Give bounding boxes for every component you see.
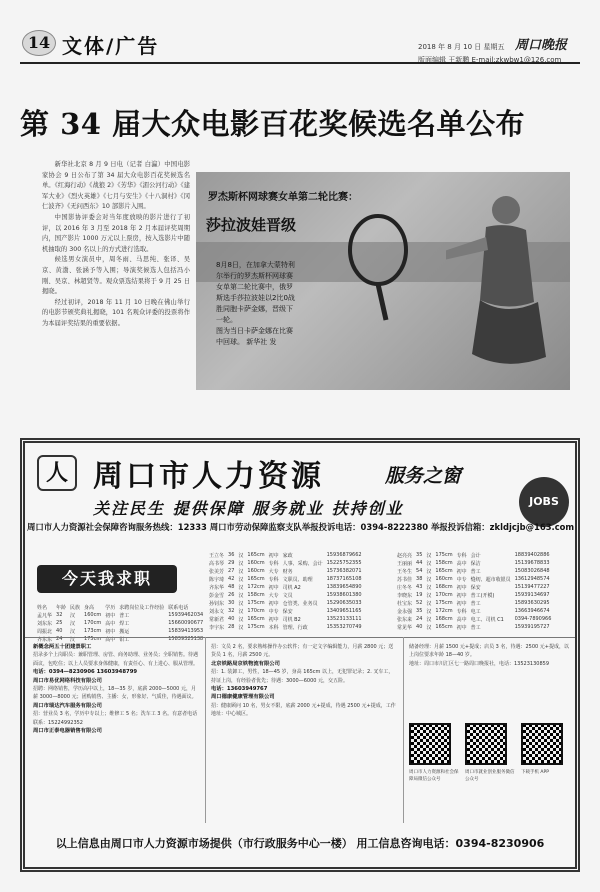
table-cell: 张东来 xyxy=(397,616,413,623)
table-row xyxy=(395,567,553,575)
table-cell: 刘东东 xyxy=(37,620,53,627)
table-cell: 15939134697 xyxy=(514,592,550,598)
table-cell: 25 xyxy=(56,620,63,626)
ad-title-sub: 服务之窗 xyxy=(385,465,462,487)
company-name: 周口德康健康管理有限公司 xyxy=(211,694,275,701)
issue-date: 2018 年 8 月 10 日 星期五 xyxy=(418,43,505,51)
photo-title: 罗杰斯杯网球赛女单第二轮比赛： xyxy=(208,192,358,203)
ad-slogan: 关注民生 提供保障 服务就业 扶持创业 xyxy=(93,499,404,518)
table-row xyxy=(395,615,553,623)
table-cell: 高书琴 xyxy=(209,560,225,567)
table-cell: 电工、司机 C1 xyxy=(470,616,504,623)
divider xyxy=(403,637,404,823)
table-cell: 初中 xyxy=(456,568,467,575)
table-cell: 18737165108 xyxy=(326,576,362,582)
table-row xyxy=(207,583,364,591)
job-listings-col3 xyxy=(409,643,569,668)
page-header xyxy=(0,0,600,70)
table-cell: 汉 xyxy=(70,612,76,619)
table-cell: 初中 xyxy=(456,592,467,599)
table-cell: 普工 xyxy=(119,612,130,619)
hr-logo: 人 xyxy=(37,455,77,491)
qr-caption: 周口市就业创业服务微信公众号 xyxy=(465,770,515,782)
column-header: 姓名 xyxy=(37,604,48,611)
table-cell: 26 xyxy=(228,592,235,598)
table-cell: 大专 xyxy=(268,568,279,575)
divider xyxy=(25,637,575,638)
table-cell: 汉 xyxy=(426,584,432,591)
table-cell: 54 xyxy=(416,568,423,574)
table-row xyxy=(207,575,364,583)
table-cell: 大专 xyxy=(268,592,279,599)
qr-code-icon[interactable] xyxy=(465,723,507,765)
table-cell: 汉 xyxy=(70,628,76,635)
table-cell: 财务 xyxy=(282,568,293,575)
table-cell: 13523133111 xyxy=(326,616,362,622)
table-cell: 初中 xyxy=(105,612,116,619)
table-cell: 15936879662 xyxy=(326,552,362,558)
table-cell: 160cm xyxy=(247,560,265,566)
table-row xyxy=(207,599,364,607)
listing-text: 储备经理：月薪 1500 元+提成；店员 3 名，待遇：2500 元+提成，以上岗位要求年龄 18—40 岁。 xyxy=(409,644,569,659)
table-cell: 35 xyxy=(416,552,423,558)
table-cell: 会计 xyxy=(470,552,481,559)
table-cell: 汉 xyxy=(238,584,244,591)
table-cell: 普工 xyxy=(470,568,481,575)
headline: 第 34 届大众电影百花奖候选名单公布 xyxy=(20,107,526,141)
table-cell: 文员 xyxy=(282,592,293,599)
table-cell: 汉 xyxy=(238,552,244,559)
divider xyxy=(205,637,206,823)
table-cell: 初中 xyxy=(456,600,467,607)
table-cell: 30 xyxy=(228,600,235,606)
table-cell: 15660090677 xyxy=(168,620,204,626)
table-row xyxy=(207,623,364,631)
table-cell: 15893630295 xyxy=(514,600,550,606)
table-cell: 王丽丽 xyxy=(397,560,413,567)
ad-title: 周口市人力资源 xyxy=(93,459,324,494)
table-cell: 保安 xyxy=(282,608,293,615)
table-cell: 15839413953 xyxy=(168,628,204,634)
table-cell: 160cm xyxy=(84,612,102,618)
company-name: 电话：13603949767 xyxy=(211,686,268,693)
table-cell: 赵亮亮 xyxy=(397,552,413,559)
photo-caption: 8月8日，在加拿大蒙特利尔举行的罗杰斯杯网球赛女单第二轮比赛中，俄罗斯选手莎拉波娃以2比0战胜同胞卡萨金娜，晋级下一轮。 图为当日卡萨金娜在比赛中回球。 新华社 发 xyxy=(216,261,295,346)
seekers-table-3 xyxy=(395,551,553,631)
table-cell: 172cm xyxy=(247,584,265,590)
seekers-table-2 xyxy=(207,551,364,631)
table-cell: 初中 xyxy=(268,600,279,607)
company-name: 周口市易优网络科技有限公司 xyxy=(33,677,102,684)
table-row xyxy=(207,551,364,559)
table-cell: 专科 xyxy=(268,576,279,583)
table-cell: 13663946674 xyxy=(514,608,550,614)
table-row xyxy=(207,567,364,575)
editor-email: 版面编辑 王新鹏 E-mail:zkwbw1@126.com xyxy=(418,56,562,64)
table-cell: 18839402886 xyxy=(514,552,550,558)
table-cell: 35 xyxy=(416,608,423,614)
table-cell: 汉 xyxy=(426,592,432,599)
table-cell: 172cm xyxy=(435,608,453,614)
table-cell: 初中 xyxy=(268,616,279,623)
table-cell: 32 xyxy=(228,608,235,614)
table-cell: 44 xyxy=(416,560,423,566)
table-row xyxy=(207,559,364,567)
table-cell: 汉 xyxy=(238,616,244,623)
table-cell: 170cm xyxy=(435,592,453,598)
table-cell: 本科 xyxy=(268,624,279,631)
table-cell: 汉 xyxy=(426,608,432,615)
table-cell: 173cm xyxy=(84,628,102,634)
table-cell: 160cm xyxy=(247,568,265,574)
table-row xyxy=(207,615,364,623)
table-cell: 汉 xyxy=(426,552,432,559)
table-cell: 孟凡华 xyxy=(37,612,53,619)
listing-text: 招：营业员 3 名，学历中专以上；维修工 5 名；洗车工 3 名。有意者电话联系：15224992352 xyxy=(33,711,198,726)
table-cell: 40 xyxy=(228,616,235,622)
table-cell: 孙钊东 xyxy=(209,600,225,607)
column-header: 学历 xyxy=(105,604,116,611)
table-cell: 普工 xyxy=(470,624,481,631)
table-cell: 人事、采购、会计 xyxy=(282,560,323,567)
table-cell: 高中 xyxy=(456,560,467,567)
table-cell: 汉 xyxy=(238,576,244,583)
column-header: 民族 xyxy=(70,604,81,611)
table-cell: 专科 xyxy=(456,608,467,615)
table-row xyxy=(207,607,364,615)
table-cell: 170cm xyxy=(84,620,102,626)
qr-code-icon[interactable] xyxy=(521,723,563,765)
table-cell: 38 xyxy=(416,576,423,582)
table-cell: 仓管类、业务员 xyxy=(282,600,318,607)
table-cell: 专科 xyxy=(268,560,279,567)
table-cell: 初中 xyxy=(268,584,279,591)
table-cell: 15938601380 xyxy=(326,592,362,598)
table-cell: 13839654890 xyxy=(326,584,362,590)
qr-caption: 周口市人力资源和社会保障局微信公众号 xyxy=(409,770,459,782)
table-cell: 普工 xyxy=(470,600,481,607)
table-cell: 中专 xyxy=(456,576,467,583)
table-cell: 汉 xyxy=(238,600,244,607)
company-name: 周口市正泰电器销售有限公司 xyxy=(33,728,102,735)
company-name: 电话：0394—8230906 13603948799 xyxy=(33,669,138,676)
table-cell: 保洁 xyxy=(470,560,481,567)
table-cell: 杜宝东 xyxy=(397,600,413,607)
listing-text: 招：文员 2 名，要求熟练操作办公软件；有一定文字编辑能力，月薪 2800 元；送货员 1 名，月薪 2500 元。 xyxy=(211,644,394,659)
table-cell: 高中 xyxy=(105,620,116,627)
table-cell: 27 xyxy=(228,568,235,574)
table-row xyxy=(395,551,553,559)
tennis-player-illustration xyxy=(446,182,556,382)
photo-subtitle: 莎拉波娃晋级 xyxy=(206,216,297,234)
table-cell: 周振北 xyxy=(37,628,53,635)
table-cell: 司机 A2 xyxy=(282,584,301,591)
table-cell: 李晓东 xyxy=(397,592,413,599)
table-cell: 40 xyxy=(56,628,63,634)
table-cell: 汉 xyxy=(426,600,432,607)
table-row xyxy=(395,623,553,631)
table-cell: 165cm xyxy=(435,624,453,630)
table-cell: 初中 xyxy=(105,628,116,635)
listing-text: 招聘：网络销售，学历高中以上，18—35 岁，底薪 2000—5000 元，月薪 3000—8000 元；团购销售、主播：女，形象好、气质佳，待遇面议。 xyxy=(33,686,197,701)
table-cell: 汉 xyxy=(426,568,432,575)
table-cell: 15083026848 xyxy=(514,568,550,574)
table-cell: 常见华 xyxy=(397,624,413,631)
hotline-bar: 周口市人力资源社会保障咨询服务热线：12333 周口市劳动保障监察支队举报投诉电话：0394-8222380 举报投诉信箱：zkldjcjb@163.com xyxy=(27,522,575,532)
table-cell: 15939462034 xyxy=(168,612,204,618)
table-row xyxy=(35,611,205,619)
tennis-photo xyxy=(196,172,570,390)
listing-text: 地址：周口市川汇区七一路周口晚报社，电话：13523130859 xyxy=(409,660,549,667)
table-cell: 汉 xyxy=(70,636,76,643)
table-cell: 刘永文 xyxy=(209,608,225,615)
table-cell: 15939195727 xyxy=(514,624,550,630)
table-cell: 40 xyxy=(416,624,423,630)
table-cell: 15225752355 xyxy=(326,560,362,566)
table-cell: 汉 xyxy=(426,560,432,567)
table-cell: 汉 xyxy=(426,576,432,583)
table-row xyxy=(395,599,553,607)
table-cell: 32 xyxy=(56,612,63,618)
table-row xyxy=(395,591,553,599)
table-cell: 168cm xyxy=(435,616,453,622)
job-listings-col1 xyxy=(33,643,199,735)
tennis-racket-icon xyxy=(346,212,416,322)
article-paragraph: 候选男女演员中，周冬雨、马思纯、张译、吴京、黄渤、张涵予等入围；导演奖候选人包括冯小刚、吴京、林超贤等。观众票选结果将于 9 月 25 日揭晓。 xyxy=(42,256,190,296)
job-seekers-banner: 今天我求职 xyxy=(37,565,177,593)
table-cell: 13612948574 xyxy=(514,576,550,582)
table-cell: 24 xyxy=(56,636,63,642)
hr-advertisement xyxy=(20,438,580,872)
article-paragraph: 中国影协评委会对当年度放映的影片进行了初评，以 2016 年 3 月至 2018 年 2 月本届评奖周期内，国产影片 1000 万元以上票房，按入选影片中随机抽取的 300 名以上的方式进行选取。 xyxy=(42,213,190,253)
table-cell: 175cm xyxy=(435,552,453,558)
table-cell: 陈宇琦 xyxy=(209,576,225,583)
table-cell: 彭金雪 xyxy=(209,592,225,599)
table-cell: 175cm xyxy=(247,624,265,630)
article-body xyxy=(42,160,190,330)
table-cell: 15290635033 xyxy=(326,600,362,606)
table-cell: 汉 xyxy=(238,608,244,615)
table-row xyxy=(395,575,553,583)
column-header: 年龄 xyxy=(56,604,67,611)
table-cell: 15736382071 xyxy=(326,568,362,574)
table-cell: 王立冬 xyxy=(209,552,225,559)
table-cell: 张美芳 xyxy=(209,568,225,575)
jobs-badge: JOBS xyxy=(519,477,569,527)
table-cell: 158cm xyxy=(435,560,453,566)
table-cell: 165cm xyxy=(247,552,265,558)
table-cell: 168cm xyxy=(435,584,453,590)
table-row xyxy=(395,583,553,591)
table-cell: 165cm xyxy=(247,616,265,622)
table-cell: 高中 xyxy=(105,636,116,643)
table-cell: 缝纫、超市收银员 xyxy=(470,576,511,583)
column-header: 身高 xyxy=(84,604,95,611)
table-cell: 汉 xyxy=(238,592,244,599)
table-cell: 汉 xyxy=(426,616,432,623)
table-row xyxy=(395,607,553,615)
column-header: 联系电话 xyxy=(168,604,189,611)
table-cell: 普工(开模) xyxy=(470,592,495,599)
table-cell: 搬运 xyxy=(119,628,130,635)
table-cell: 160cm xyxy=(435,576,453,582)
table-row xyxy=(35,627,205,635)
table-cell: 管理、行政 xyxy=(282,624,308,631)
table-cell: 汉 xyxy=(70,620,76,627)
page-number: 14 xyxy=(22,30,56,56)
table-cell: 庄冬冬 xyxy=(397,584,413,591)
listing-text: 招：健康顾问 10 名，男女不限，底薪 2000 元+提成，待遇 2500 元+提成，工作地址：中心城区。 xyxy=(211,702,396,718)
table-cell: 165cm xyxy=(435,568,453,574)
ad-footer: 以上信息由周口市人力资源市场提供（市行政服务中心一楼） 用工信息咨询电话：0394-8230906 xyxy=(55,837,545,850)
table-cell: 42 xyxy=(228,576,235,582)
table-cell: 汉 xyxy=(238,624,244,631)
table-cell: 15139477227 xyxy=(514,584,550,590)
table-row xyxy=(35,619,205,627)
section-name: 文体/广告 xyxy=(62,34,160,58)
table-cell: 52 xyxy=(416,600,423,606)
qr-code-icon[interactable] xyxy=(409,723,451,765)
listing-text: 招录多个上岗职员：兼职管理、房管、商务助理、业务员；全职销售。待遇面议，包吃住；以上人员要求身体健康，有责任心、有上进心、服从管理。 xyxy=(33,652,199,667)
job-listings-col2 xyxy=(211,643,397,719)
table-cell: 24 xyxy=(416,616,423,622)
table-cell: 13409651165 xyxy=(326,608,362,614)
table-cell: 李宇东 xyxy=(209,624,225,631)
table-cell: 常新君 xyxy=(209,616,225,623)
table-cell: 王冬生 xyxy=(397,568,413,575)
header-rule xyxy=(20,62,580,64)
table-cell: 19 xyxy=(416,592,423,598)
table-cell: 15139678833 xyxy=(514,560,550,566)
table-cell: 36 xyxy=(228,552,235,558)
qr-codes xyxy=(409,723,569,815)
company-name: 周口市瑞达汽车服务有限公司 xyxy=(33,702,102,709)
table-cell: 家政 xyxy=(282,552,293,559)
table-cell: 专科 xyxy=(456,552,467,559)
table-cell: 司机 B2 xyxy=(282,616,301,623)
table-row xyxy=(207,591,364,599)
qr-caption: 下载手机 APP xyxy=(521,770,549,775)
table-cell: 15839325138 xyxy=(168,636,204,642)
table-cell: 齐东华 xyxy=(209,584,225,591)
column-header: 求聘岗位及工作经验 xyxy=(119,604,165,611)
table-cell: 43 xyxy=(416,584,423,590)
table-cell: 文职员、助理 xyxy=(282,576,313,583)
table-cell: 48 xyxy=(228,584,235,590)
table-cell: 158cm xyxy=(247,592,265,598)
table-cell: 初中 xyxy=(268,552,279,559)
table-cell: 齐东东 xyxy=(37,636,53,643)
table-cell: 汉 xyxy=(238,568,244,575)
company-name: 新概念两五十团建景职工 xyxy=(33,644,92,650)
table-cell: 电工 xyxy=(470,608,481,615)
table-cell: 28 xyxy=(228,624,235,630)
table-cell: 焊工 xyxy=(119,620,130,627)
table-cell: 初中 xyxy=(456,624,467,631)
table-cell: 165cm xyxy=(247,576,265,582)
table-cell: 保安 xyxy=(470,584,481,591)
table-cell: 汉 xyxy=(238,560,244,567)
table-cell: 苏书佳 xyxy=(397,576,413,583)
table-cell: 175cm xyxy=(435,600,453,606)
table-cell: 汉 xyxy=(426,624,432,631)
newspaper-logo: 周口晚报 xyxy=(515,38,568,53)
listing-text: 招：1. 装卸工，男性，18—45 岁，身高 165cm 以上，无犯罪记录；2. 叉车工，持证上岗，有经验者优先；待遇：3000—6000 元，交五险。 xyxy=(211,669,394,684)
table-cell: 金永强 xyxy=(397,608,413,615)
table-cell: 175cm xyxy=(247,600,265,606)
article-paragraph: 新华社北京 8 月 9 日电（记者 白瀛）中国电影家协会 9 日公布了第 34 届大众电影百花奖候选名单。《红海行动》《战狼 2》《芳华》《湄公河行动》《建军大业》《烈火英雄》《七月与安生》《十八洞村》《冈仁波齐》《无问西东》10 部影片入围。 xyxy=(42,161,190,211)
table-cell: 29 xyxy=(228,560,235,566)
table-cell: 中专 xyxy=(268,608,279,615)
table-cell: 初中 xyxy=(456,584,467,591)
table-cell: 钳工 xyxy=(119,636,130,643)
table-cell: 高中 xyxy=(456,616,467,623)
article-paragraph: 经过初评，2018 年 11 月 10 日晚在佛山举行的电影节颁奖典礼揭晓，101 名观众评委的投票将作为本届评奖结果的重要依据。 xyxy=(42,298,190,327)
company-name: 北京铁路局京铁物流有限公司 xyxy=(211,660,280,667)
table-cell: 0394-7890966 xyxy=(514,616,552,622)
table-cell: 170cm xyxy=(247,608,265,614)
table-cell: 175cm xyxy=(84,636,102,642)
table-row xyxy=(395,559,553,567)
table-cell: 15353270749 xyxy=(326,624,362,630)
